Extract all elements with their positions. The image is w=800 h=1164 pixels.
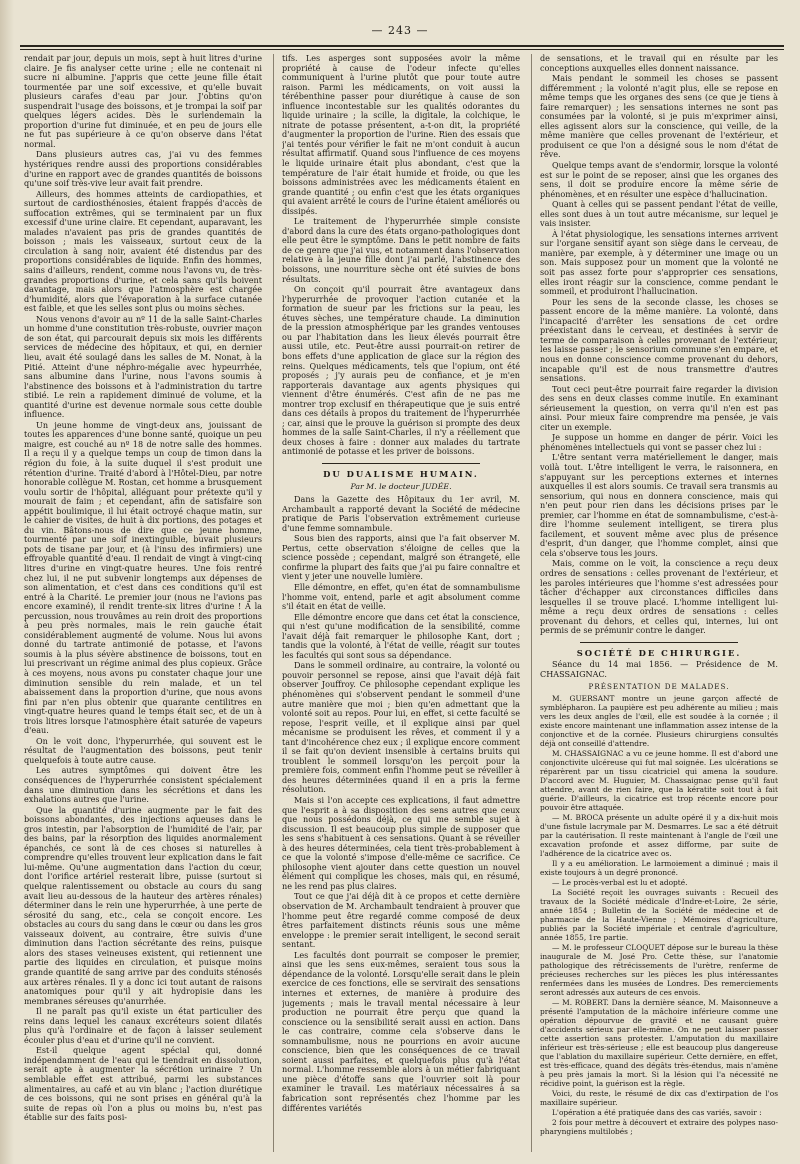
column-separator: [531, 54, 532, 1152]
paragraph: Quelque temps avant de s'endormir, lorsque la volonté est sur le point de se reposer, ainsi que les organes des sens, il doit se produire encore la même série de phénomènes, et en résulter une espèce d'hallucination.: [540, 160, 778, 199]
paragraph: rendait par jour, depuis un mois, sept à huit litres d'urine claire. Je fis analyser cette urine ; elle ne contenait ni sucre ni albumine. J'appris que cette jeune fille était tourmentée par une soif excessive, et qu'elle buvait plusieurs carafes d'eau par jour. J'obtins qu'on suspendrait l'usage des boissons, et je trompai la soif par quelques légers acides. Dès le surlendemain la proportion d'urine fut diminuée, et en peu de jours elle ne fut pas supérieure à ce qu'on observe dans l'état normal.: [24, 54, 262, 149]
paragraph: Les autres symptômes qui doivent être les conséquences de l'hyperurrhée consistent spécialement dans une diminution dans les sécrétions et dans les exhalations autres que l'urine.: [24, 765, 262, 805]
paragraph: — Le procès-verbal est lu et adopté.: [552, 878, 688, 887]
paragraph: Sous bien des rapports, ainsi que l'a fait observer M. Pertus, cette observation s'éloigne de celles que la science possède ; cependant, malgré son étrangeté, elle confirme la plupart des faits que j'ai pu faire connaître et vient y jeter une nouvelle lumière.: [282, 533, 520, 582]
session-line: Séance du 14 mai 1856. — Présidence de M. CHASSAIGNAC.: [540, 659, 778, 679]
paragraph: À l'état physiologique, les sensations internes arrivent sur l'organe sensitif ayant son siège dans le cerveau, de manière, par exemple, à y déterminer une image ou un son. Mais supposez pour un moment que la volonté ne soit pas assez forte pour s'approprier ces sensations, elles iront réagir sur la conscience, comme pendant le sommeil, et produiront l'hallucination.: [540, 228, 778, 297]
paragraph: Pour les sens de la seconde classe, les choses se passent encore de la même manière. La volonté, dans l'incapacité d'arrêter les sensations de cet ordre préexistant dans le cerveau, et destinées à servir de terme de comparaison à celles provenant de l'extérieur, les laisse passer ; le sensorium commune s'en empare, et nous en donne conscience comme provenant du dehors, incapable qu'il est de nous transmettre d'autres sensations.: [540, 296, 778, 384]
paragraph: Le traitement de l'hyperurrhée simple consiste d'abord dans la cure des états organo-pathologiques dont elle peut être le symptôme. Dans le petit nombre de faits de ce genre que j'ai vus, et notamment dans l'observation relative à la jeune fille dont j'ai parlé, l'abstinence des boissons, une nourriture sèche ont été suivies de bons résultats.: [282, 216, 520, 284]
header-rule: [20, 45, 784, 47]
article-byline: Par M. le docteur JUDÉE.: [350, 481, 452, 491]
paragraph: L'être sentant verra matériellement le danger, mais voilà tout. L'être intelligent le verra, le raisonnera, en s'appuyant sur les perceptions externes et internes auxquelles il est alors soumis. Ce travail sera transmis au sensorium, qui nous en donnera conscience, mais qui n'en peut pour rien dans les décisions prises par le premier, car l'homme en état de somnambulisme, c'est-à-dire l'homme seulement intelligent, se tirera plus facilement, et souvent même avec plus de présence d'esprit, d'un danger, que l'homme complet, ainsi que cela s'observe tous les jours.: [540, 452, 778, 558]
paragraph: M. CHASSAIGNAC a vu ce jeune homme. Il est d'abord une conjonctivite ulcéreuse qui fut mal soignée. Les ulcérations se réparèrent par un tissu cicatriciel qui amena la soudure. D'accord avec M. Huguier, M. Chassaignac pense qu'il faut attendre, avant de rien faire, que la kératite soit tout à fait guérie. D'ailleurs, la cicatrice est trop récente encore pour pouvoir être attaquée.: [540, 749, 778, 812]
paragraph: Dans le sommeil ordinaire, au contraire, la volonté ou pouvoir personnel se repose, ainsi que l'avait déjà fait observer Jouffroy. Ce philosophe cependant explique les phénomènes qui s'observent pendant le sommeil d'une autre manière que moi ; bien qu'en admettant que la volonté soit au repos. Pour lui, en effet, si cette faculté se repose, l'esprit veille, et il explique ainsi par quel mécanisme se produisent les rêves, et comment il y a tant d'incohérence chez eux ; il explique encore comment il se fait qu'on devient insensible à certains bruits qui troublent le sommeil lorsqu'on les perçoit pour la première fois, comment enfin l'homme peut se réveiller à des heures déterminées quand il en a pris la ferme résolution.: [282, 660, 520, 795]
paragraph: On le voit donc, l'hyperurrhée, qui souvent est le résultat de l'augmentation des boissons, peut tenir quelquefois à toute autre cause.: [24, 735, 262, 765]
paragraph: On conçoit qu'il pourrait être avantageux dans l'hyperurrhée de provoquer l'action cutanée et la formation de sueur par les frictions sur la peau, les étuves sèches, une température chaude. La diminution de la pression atmosphérique par les grandes ventouses ou par l'habitation dans les lieux élevés pourrait être aussi utile, etc. Peut-être aussi pourrait-on retirer de bons effets d'une application de glace sur la région des reins. Quelques médicaments, tels que l'opium, ont été proposés ; j'y aurais peu de confiance, et je m'en rapporterais davantage aux agents physiques qui viennent d'être énumérés. C'est afin de ne pas me montrer trop exclusif en thérapeutique que je suis entré dans ces détails à propos du traitement de l'hyperurrhée ; car, ainsi que le prouve la guérison si prompte des deux hommes de la salle Saint-Charles, il n'y a réellement que deux choses à faire : donner aux malades du tartrate antimonié de potasse et les priver de boissons.: [282, 284, 520, 457]
paragraph: Quant à celles qui se passent pendant l'état de veille, elles sont dues à un tout autre mécanisme, sur lequel je vais insister.: [540, 199, 778, 229]
subsection-heading: PRÉSENTATION DE MALADES.: [588, 682, 730, 692]
paragraph: Nous venons d'avoir au nº 11 de la salle Saint-Charles un homme d'une constitution très-robuste, ouvrier maçon de son état, qui parcourait depuis six mois les différents services de médecine des hôpitaux, et qui, en dernier lieu, avait été soulagé dans les salles de M. Nonat, à la Pitié. Atteint d'une néphro-mégalie avec hypeurrhée, sans albumine dans l'urine, nous l'avons soumis à l'abstinence des boissons et à l'administration du tartre stibié. Le rein a rapidement diminué de volume, et la quantité d'urine est devenue normale sous cette double influence.: [24, 313, 262, 420]
column-separator: [273, 54, 274, 1152]
paragraph: Elle démontre encore que dans cet état la conscience, qui n'est qu'une modification de la sensibilité, comme l'avait déjà fait remarquer le philosophe Kant, dort ; tandis que la volonté, à l'état de veille, réagit sur toutes les facultés qui sont sous sa dépendance.: [282, 611, 520, 660]
paragraph: M. GUERSANT montre un jeune garçon affecté de symblépharon. La paupière est peu adhérente au milieu ; mais vers les deux angles de l'œil, elle est soudée à la cornée ; il existe encore maintenant une inflammation assez intense de la conjonctive et de la cornée. Plusieurs chirurgiens consultés déjà ont conseillé d'attendre.: [540, 694, 778, 748]
paragraph: tifs. Les asperges sont supposées avoir la même propriété à cause de l'odeur infecte qu'elles communiquent à l'urine plutôt que pour toute autre raison. Parmi les médicaments, on voit aussi la térébenthine passer pour diurétique à cause de son influence incontestable sur les qualités odorantes du liquide urinaire ; la scille, la digitale, la colchique, le nitrate de potasse présentent, a-t-on dit, la propriété d'augmenter la proportion de l'urine. Rien des essais que j'ai tentés pour vérifier le fait ne m'ont conduit à aucun résultat affirmatif. Quand sous l'influence de ces moyens le liquide urinaire était plus abondant, c'est que la température de l'air était humide et froide, ou que les boissons administrées avec les médicaments étaient en grande quantité ; ou enfin c'est que les états organiques qui avaient arrêté le cours de l'urine étaient améliorés ou dissipés.: [282, 54, 520, 216]
paragraph: Voici, du reste, le résumé de dix cas d'extirpation de l'os maxillaire supérieur.: [540, 1089, 778, 1107]
section-divider: [580, 642, 738, 643]
paragraph: Tout ce que j'ai déjà dit à ce propos et cette dernière observation de M. Archambault tendraient à prouver que l'homme peut être regardé comme composé de deux êtres parfaitement distincts réunis sous une même enveloppe : le premier serait intelligent, le second serait sentant.: [282, 891, 520, 950]
section-divider: [322, 463, 480, 464]
column-middle: [282, 54, 520, 1154]
header-rule-thin: [20, 49, 784, 50]
paragraph: Mais pendant le sommeil les choses se passent différemment ; la volonté n'agit plus, elle se repose en même temps que les organes des sens (ce que je tiens à faire remarquer) ; les sensations internes ne sont pas consumées par la volonté, si je puis m'exprimer ainsi, elles agissent alors sur la conscience, qui veille, de la même manière que celles provenant de l'extérieur, et produisent ce que l'on a désigné sous le nom d'état de rêve.: [540, 73, 778, 160]
paragraph: Ailleurs, des hommes atteints de cardiopathies, et surtout de cardiosthénosies, étaient frappés d'accès de suffocation extrêmes, qui se terminaient par un flux excessif d'une urine claire. Et cependant, auparavant, les malades n'avaient pas pris de grandes quantités de boisson ; mais les vaisseaux, surtout ceux de la circulation à sang noir, avaient été distendus par des proportions considérables de liquide. Enfin des hommes, sains d'ailleurs, rendent, comme nous l'avons vu, de très-grandes proportions d'urine, et cela sans qu'ils boivent davantage, mais alors que l'atmosphère est chargée d'humidité, alors que l'évaporation à la surface cutanée est faible, et que les selles sont plus ou moins sèches.: [24, 188, 262, 314]
column-right: [540, 54, 778, 1154]
paragraph: Mais si l'on accepte ces explications, il faut admettre que l'esprit a à sa disposition des sens autres que ceux que nous possédons déjà, ce qui me semble sujet à discussion. Il est beaucoup plus simple de supposer que les sens s'habituent à ces sensations. Quant à se réveiller à des heures déterminées, cela tient très-probablement à ce que la volonté s'impose d'elle-même ce sacrifice. Ce philosophe vient ajouter dans cette question un nouvel élément qui complique les choses, mais qui, en résumé, ne les rend pas plus claires.: [282, 795, 520, 891]
page-number: — 243 —: [371, 24, 429, 37]
paragraph: Mais, comme on le voit, la conscience a reçu deux ordres de sensations : celles provenant de l'extérieur, et les paroles intérieures que l'homme s'est adressées pour tâcher d'échapper aux circonstances difficiles dans lesquelles il se trouve placé. L'homme intelligent lui-même a reçu deux ordres de sensations : celles provenant du dehors, et celles qui, internes, lui ont permis de se prémunir contre le danger.: [540, 558, 778, 636]
paragraph: Tout ceci peut-être pourrait faire regarder la division des sens en deux classes comme inutile. En examinant sérieusement la question, on verra qu'il n'en est pas ainsi. Pour mieux faire comprendre ma pensée, je vais citer un exemple.: [540, 383, 778, 432]
column-left: [24, 54, 262, 1154]
section-title: SOCIÉTÉ DE CHIRURGIE.: [576, 647, 742, 658]
paragraph: Elle démontre, en effet, qu'en état de somnambulisme l'homme voit, entend, parle et agit absolument comme s'il était en état de veille.: [282, 581, 520, 612]
page-header: [0, 24, 800, 44]
paragraph: Un jeune homme de vingt-deux ans, jouissant de toutes les apparences d'une bonne santé, quoique un peu maigre, est couché au nº 18 de notre salle des hommes. Il a reçu il y a quelque temps un coup de timon dans la région du foie, à la suite duquel il s'est produit une rétention d'urine. Traité d'abord à l'Hôtel-Dieu, par notre honorable collègue M. Rostan, cet homme a brusquement voulu sortir de l'hôpital, alléguant pour prétexte qu'il y mourait de faim ; et cependant, afin de satisfaire son appétit boulimique, il lui était octroyé chaque matin, sur le cahier de visites, de huit à dix portions, des potages et du vin. Bâtons-nous de dire que ce jeune homme, tourmenté par une soif inextinguible, buvait plusieurs pots de tisane par jour, et (à l'insu des infirmiers) une effroyable quantité d'eau. Il rendait de vingt à vingt-cinq litres d'urine en vingt-quatre heures. Une fois rentré chez lui, il ne put subvenir longtemps aux dépenses de son alimentation, et c'est dans ces conditions qu'il est entré à la Charité. Le premier jour (nous ne l'avions pas encore examiné), il rendit trente-six litres d'urine ! À la percussion, nous trouvâmes au rein droit des proportions à peu près normales, mais le rein gauche était considérablement augmenté de volume. Nous lui avons donné du tartrate antimonié de potasse, et l'avons soumis à la plus sévère abstinence de boissons, tout en lui prescrivant un régime animal des plus copieux. Grâce à ces moyens, nous avons pu constater chaque jour une diminution sensible du rein malade, et un tel abaissement dans la proportion d'urine, que nous avons fini par n'en plus obtenir que quarante centilitres en vingt-quatre heures quand le temps était sec, et de un à trois litres lorsque l'atmosphère était saturée de vapeurs d'eau.: [24, 419, 262, 736]
paragraph: L'opération a été pratiquée dans des cas variés, savoir :: [552, 1108, 762, 1117]
paragraph: Dans plusieurs autres cas, j'ai vu des femmes hystériques rendre aussi des proportions considérables d'urine en rapport avec de grandes quantités de boissons qu'une soif très-vive leur avait fait prendre.: [24, 149, 262, 189]
paragraph: Dans la Gazette des Hôpitaux du 1er avril, M. Archambault a rapporté devant la Société de médecine pratique de Paris l'observation extrêmement curieuse d'une femme somnambule.: [282, 494, 520, 533]
paragraph: Que la quantité d'urine augmente par le fait des boissons abondantes, des injections aqueuses dans le gros intestin, par l'absorption de l'humidité de l'air, par des bains, par la résorption des liquides anormalement épanchés, ce sont là de ces choses si naturelles à comprendre qu'elles trouvent leur explication dans le fait lui-même. Qu'une augmentation dans l'action du cœur, dont l'orifice artériel resterait libre, puisse (surtout si quelque ralentissement ou obstacle au cours du sang avait lieu au-dessous de la hauteur des artères rénales) déterminer dans le rein une hyperurrhée, à une perte de sérosité du sang, etc., cela se conçoit encore. Les obstacles au cours du sang dans le cœur ou dans les gros vaisseaux doivent, au contraire, être suivis d'une diminution dans l'action sécrétante des reins, puisque alors des stases veineuses existent, qui retiennent une partie des liquides en circulation, et puisque moins grande quantité de sang arrive par des conduits sténosés aux artères rénales. Il y a donc ici tout autant de raisons anatomiques pour qu'il y ait hydropisie dans les membranes séreuses qu'anurrhée.: [24, 804, 262, 1006]
paragraph: 2 fois pour mettre à découvert et extraire des polypes naso-pharyngiens multilobés ;: [540, 1118, 778, 1136]
paragraph: Je suppose un homme en danger de périr. Voici les phénomènes intellectuels qui vont se passer chez lui :: [540, 432, 778, 452]
paragraph: — M. ROBERT. Dans la dernière séance, M. Maisonneuve a présenté l'amputation de la mâchoire inférieure comme une opération dépourvue de gravité et ne causant guère d'accidents sérieux par elle-même. On ne peut laisser passer cette assertion sans protester. L'amputation du maxillaire inférieur est très-sérieuse ; elle est beaucoup plus dangereuse que l'ablation du maxillaire supérieur. Cette dernière, en effet, est très-efficace, quand des dégâts très-étendus, mais n'amène à peu près jamais la mort. Si la lésion qui l'a nécessité ne récidive point, la guérison est la règle.: [540, 998, 778, 1088]
minutes-block: [540, 694, 778, 1136]
page-binding-shadow: [0, 0, 14, 1164]
section-title: DU DUALISME HUMAIN.: [323, 468, 479, 479]
paragraph: Est-il quelque agent spécial qui, donné indépendamment de l'eau qui le tiendrait en dissolution, serait apte à augmenter la sécrétion urinaire ? Un semblable effet est attribué, parmi les substances alimentaires, au café et au vin blanc ; l'action diurétique de ces boissons, qui ne sont prises en général qu'à la suite de repas où l'on a plus ou moins bu, n'est pas établie sur des faits posi-: [24, 1045, 262, 1123]
paragraph: de sensations, et le travail qui en résulte par les conceptions auxquelles elles donnent naissance.: [540, 54, 778, 73]
paragraph: Les facultés dont pourrait se composer le premier, ainsi que les sens eux-mêmes, seraient tous sous la dépendance de la volonté. Lorsqu'elle serait dans le plein exercice de ces fonctions, elle se servirait des sensations internes et externes, de manière à produire des jugements ; mais le travail mental nécessaire à leur production ne pourrait être perçu que quand la conscience ou la sensibilité serait aussi en action. Dans le cas contraire, comme cela s'observe dans le somnambulisme, nous ne pourrions en avoir aucune conscience, bien que les conséquences de ce travail soient aussi parfaites, et quelquefois plus qu'à l'état normal. L'homme ressemble alors à un métier fabriquant une pièce d'étoffe sans que l'ouvrier soit là pour examiner le travail. Les matériaux nécessaires à sa fabrication sont représentés chez l'homme par les différentes variétés: [282, 949, 520, 1113]
paragraph: — M. BROCA présente un adulte opéré il y a dix-huit mois d'une fistule lacrymale par M. Desmarres. Le sac a été détruit par la cautérisation. Il reste maintenant à l'angle de l'œil une excavation profonde et assez difforme, par suite de l'adhérence de la cicatrice avec os.: [540, 813, 778, 858]
paragraph: Il ne paraît pas qu'il existe un état particulier des reins dans lequel les canaux excréteurs soient dilatés plus qu'à l'ordinaire et de façon à laisser seulement écouler plus d'eau et d'urine qu'il ne convient.: [24, 1006, 262, 1045]
paragraph: La Société reçoit les ouvrages suivants : Recueil des travaux de la Société médicale d'Indre-et-Loire, 2e série, année 1854 ; Bulletin de la Société de médecine et de pharmacie de la Haute-Vienne ; Mémoires d'agriculture, publiés par la Société impériale et centrale d'agriculture, année 1855, 1re partie.: [540, 888, 778, 942]
paragraph: Il y a eu amélioration. Le larmoiement a diminué ; mais il existe toujours à un degré prononcé.: [540, 859, 778, 877]
paragraph: — M. le professeur CLOQUET dépose sur le bureau la thèse inaugurale de M. José Pro. Cette thèse, sur l'anatomie pathologique des rétrécissements de l'urètre, renferme de précieuses recherches sur les pièces les plus intéressantes renfermées dans les musées de Londres. Des remerciements seront adressés aux auteurs de ces envois.: [540, 943, 778, 997]
